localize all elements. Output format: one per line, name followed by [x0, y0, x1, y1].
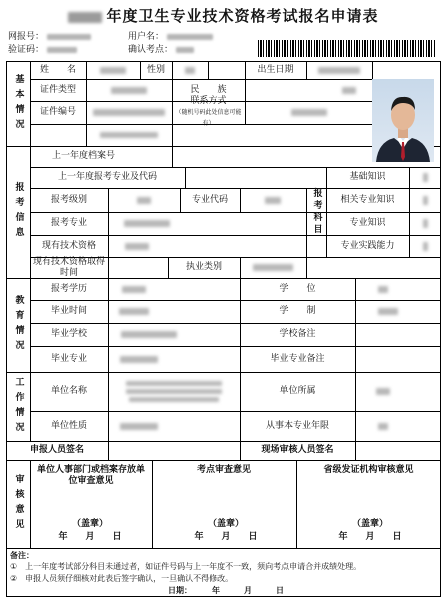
years-value — [355, 411, 441, 441]
subject-major: 专业知识 — [349, 218, 386, 228]
notes-title: 备注： — [10, 550, 34, 560]
unit-nature-value — [108, 411, 240, 441]
education-label: 报考学历 — [50, 283, 87, 294]
section-basic: 基本情况 — [13, 73, 24, 134]
degree-label: 学 位 — [279, 283, 316, 294]
unit-review-title: 单位人事部门或档案存放单位审查意见 — [36, 465, 145, 486]
gender-label: 性别 — [146, 64, 165, 75]
contact-label: 联系方式 （随机号码此处信息可能有） — [175, 96, 242, 127]
section-review: 审核意见 — [13, 474, 24, 534]
tech-qual-date-label: 现有技术资格取得时间 — [32, 256, 105, 278]
ethnicity-label: 民 族 — [190, 84, 227, 95]
site-date: 年 月 日 — [194, 531, 258, 542]
last-major-label: 上一年度报考专业及代码 — [57, 172, 157, 182]
reg-no: 网报号： — [8, 29, 91, 42]
subject-practice-value — [409, 235, 441, 257]
subject-practice: 专业实践能力 — [340, 240, 395, 251]
section-apply: 报考信息 — [13, 182, 24, 242]
note-1: ① 上一年度考试部分科目未通过者，如证件号码与上一年度不一致，须向考点申请合并成绩处理。 — [10, 562, 362, 571]
practice-type-value — [240, 257, 306, 278]
birth-value — [306, 61, 372, 79]
subject-basic: 基础知识 — [349, 172, 386, 182]
years-label: 从事本专业年限 — [265, 420, 329, 431]
confirm-site: 确认考点： — [128, 42, 194, 55]
year-redacted — [68, 12, 102, 23]
grad-major-value — [108, 346, 240, 372]
subject-related-value — [409, 188, 441, 212]
subject-basic-value — [409, 167, 441, 188]
unit-name-value — [108, 372, 240, 411]
contact-value — [245, 101, 372, 124]
tech-qual-value — [108, 235, 306, 257]
last-archive-label: 上一年度档案号 — [52, 151, 116, 161]
form-title: 年度卫生专业技术资格考试报名申请表 — [0, 5, 447, 26]
grad-major-note-label: 毕业专业备注 — [270, 353, 325, 364]
note-2: ② 申报人员须仔细核对此表后签字确认，一旦确认不得修改。 — [10, 574, 234, 583]
section-edu: 教育情况 — [13, 295, 24, 355]
site-review-title: 考点审查意见 — [196, 464, 251, 475]
id-type-value — [86, 79, 172, 101]
unit-nature-label: 单位性质 — [50, 420, 87, 431]
unit-belongs-value — [355, 372, 441, 411]
name-label: 姓 名 — [39, 64, 76, 75]
province-seal: （盖章） — [351, 518, 388, 529]
grad-time-value — [108, 300, 240, 323]
duration-label: 学 制 — [279, 306, 316, 316]
school-value — [108, 323, 240, 346]
name-value — [86, 61, 140, 79]
id-no-value — [86, 101, 172, 124]
notes-date: 日期： 年 月 日 — [168, 586, 284, 595]
section-subjects: 报考科目 — [311, 188, 322, 236]
major-code-label: 专业代码 — [191, 194, 228, 205]
school-note-label: 学校备注 — [279, 329, 316, 339]
level-label: 报考级别 — [50, 194, 87, 205]
site-reviewer-sign-label: 现场审核人员签名 — [261, 445, 334, 455]
degree-value — [355, 278, 441, 300]
level-value — [108, 188, 180, 212]
unit-name-label: 单位名称 — [50, 386, 87, 396]
unit-date: 年 月 日 — [58, 531, 122, 542]
subject-major-value — [409, 212, 441, 235]
province-date: 年 月 日 — [338, 531, 402, 542]
section-work: 工作情况 — [13, 376, 24, 437]
province-review-title: 省级发证机构审核意见 — [323, 464, 414, 475]
birth-label: 出生日期 — [257, 64, 294, 75]
major-value — [108, 212, 306, 235]
major-label: 报考专业 — [50, 218, 87, 228]
id-no-extra — [86, 124, 172, 146]
ethnicity-value — [245, 79, 372, 101]
tech-qual-label: 现有技术资格 — [41, 240, 96, 251]
applicant-photo — [372, 79, 434, 162]
id-no-label: 证件编号 — [39, 107, 76, 117]
applicant-sign-label: 申报人员签名 — [29, 445, 84, 455]
verify-code: 验证码： — [8, 42, 77, 55]
subject-related: 相关专业知识 — [340, 194, 395, 205]
school-label: 毕业学校 — [50, 329, 87, 339]
barcode — [258, 40, 436, 57]
grad-major-label: 毕业专业 — [50, 353, 87, 364]
gender-value — [172, 61, 208, 79]
unit-belongs-label: 单位所属 — [279, 386, 316, 396]
major-code-value — [240, 188, 306, 212]
education-value — [108, 278, 240, 300]
unit-seal: （盖章） — [71, 518, 108, 529]
practice-type-label: 执业类别 — [185, 262, 222, 272]
duration-value — [355, 300, 441, 323]
id-type-label: 证件类型 — [39, 84, 76, 95]
grad-time-label: 毕业时间 — [50, 306, 87, 316]
username: 用户名： — [128, 29, 213, 42]
site-seal: （盖章） — [207, 518, 244, 529]
